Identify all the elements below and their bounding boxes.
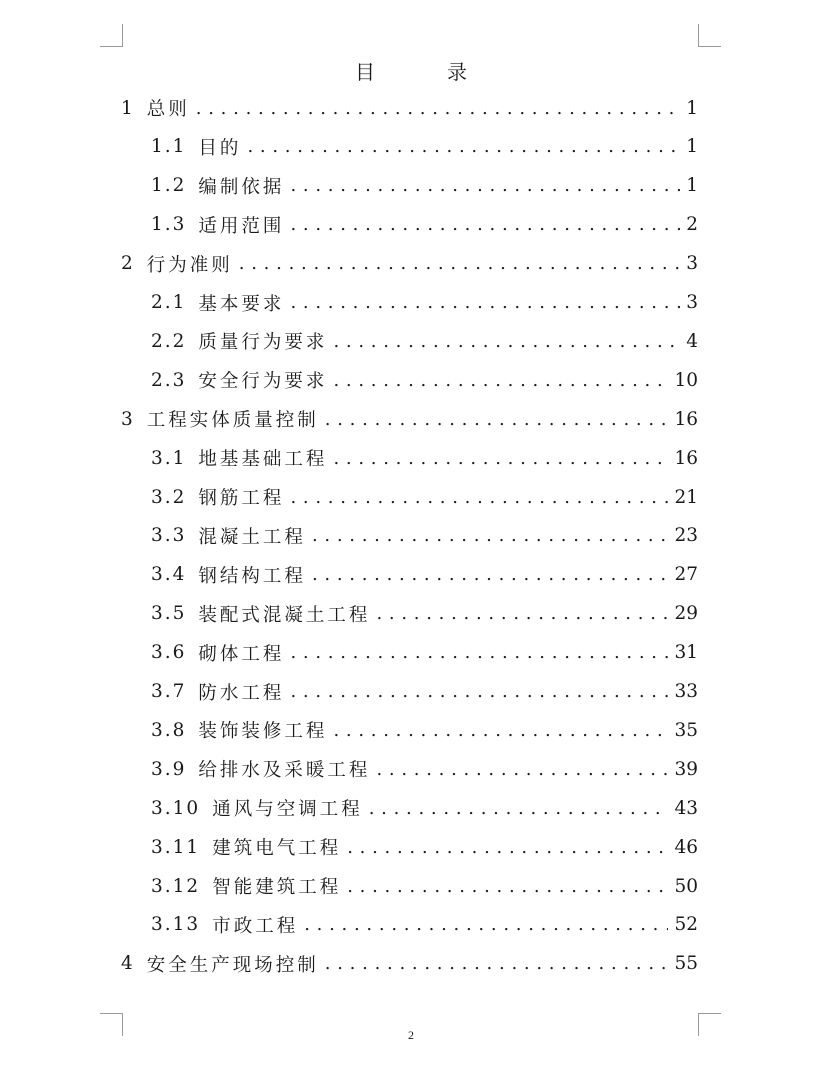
toc-entry-number: 1.3 <box>151 214 187 236</box>
toc-entry-page: 16 <box>674 408 698 430</box>
toc-entry[interactable] <box>151 673 698 711</box>
toc-entry[interactable] <box>151 711 698 749</box>
toc-entry[interactable] <box>151 556 698 594</box>
toc-entry-page: 10 <box>674 369 698 391</box>
toc-entry[interactable] <box>121 945 698 983</box>
toc-entry-page: 50 <box>674 875 698 897</box>
toc-entry-number: 3.6 <box>151 642 187 664</box>
toc-entry-title: 建筑电气工程 <box>212 838 342 860</box>
toc-entry-number: 3.4 <box>151 564 187 586</box>
toc-entry[interactable] <box>121 400 698 438</box>
toc-entry-page: 31 <box>674 642 698 664</box>
toc-entry-title: 安全生产现场控制 <box>146 954 319 976</box>
toc-entry-number: 3.7 <box>151 681 187 702</box>
toc-entry-title: 总则 <box>146 99 190 120</box>
crop-mark-top-right <box>698 24 721 47</box>
page-number: 2 <box>408 1028 414 1042</box>
toc-entry-number: 3.9 <box>151 758 187 780</box>
dot-leader <box>290 681 668 702</box>
toc-entry-title: 基本要求 <box>198 293 285 315</box>
toc-entry-page: 27 <box>674 564 698 586</box>
toc-entry-number: 1 <box>121 97 135 119</box>
toc-entry-page: 43 <box>674 797 698 819</box>
toc-entry[interactable] <box>151 828 698 866</box>
toc-entry-number: 2.3 <box>151 369 187 391</box>
toc-title: 目 录 <box>355 60 493 84</box>
dot-leader <box>325 409 669 430</box>
toc-entry-number: 3.1 <box>151 447 187 469</box>
toc-entry-page: 1 <box>686 136 698 158</box>
toc-entry-page: 55 <box>674 953 698 975</box>
toc-entry-page: 35 <box>674 719 698 741</box>
toc-entry[interactable] <box>151 284 698 322</box>
dot-leader <box>290 292 680 313</box>
toc-entry-page: 23 <box>674 525 698 547</box>
toc-entry-number: 1.1 <box>151 136 187 158</box>
toc-entry-page: 2 <box>686 214 698 236</box>
toc-entry-title: 给排水及采暖工程 <box>198 760 371 782</box>
toc-entry-title: 钢筋工程 <box>198 488 285 509</box>
toc-entry[interactable] <box>151 750 698 788</box>
toc-entry-page: 3 <box>686 253 698 275</box>
toc-entry-number: 3.12 <box>151 875 201 897</box>
toc-entry-title: 工程实体质量控制 <box>146 410 319 432</box>
toc-entry-title: 安全行为要求 <box>198 371 328 393</box>
toc-entry[interactable] <box>151 206 698 244</box>
toc-entry-page: 21 <box>674 486 698 508</box>
toc-entry-page: 29 <box>674 603 698 625</box>
dot-leader <box>333 448 668 469</box>
crop-mark-top-left <box>100 24 123 47</box>
toc-entry[interactable] <box>151 867 698 905</box>
toc-entry[interactable] <box>151 789 698 827</box>
toc-entry-number: 4 <box>121 953 135 975</box>
toc-entry-title: 行为准则 <box>146 254 233 276</box>
toc-entry-page: 3 <box>686 292 698 313</box>
toc-entry[interactable] <box>151 322 698 360</box>
toc-entry-page: 1 <box>686 175 698 197</box>
toc-entry[interactable] <box>151 128 698 166</box>
dot-leader <box>325 953 669 974</box>
toc-entry-number: 3.10 <box>151 797 201 819</box>
toc-entry-title: 编制依据 <box>198 176 285 198</box>
toc-entry-title: 适用范围 <box>198 215 285 237</box>
dot-leader <box>376 759 668 780</box>
dot-leader <box>333 331 680 352</box>
toc-entry-title: 混凝土工程 <box>198 526 306 548</box>
toc-entry[interactable] <box>151 595 698 633</box>
toc-entry-number: 3.5 <box>151 603 187 625</box>
toc-entry-title: 地基基础工程 <box>198 449 328 471</box>
dot-leader <box>290 214 680 235</box>
toc-entry-number: 2.1 <box>151 292 187 313</box>
toc-entry-page: 1 <box>686 97 698 119</box>
toc-entry-page: 16 <box>674 447 698 469</box>
toc-entry-page: 33 <box>674 681 698 702</box>
dot-leader <box>196 98 680 119</box>
dot-leader <box>290 642 668 663</box>
toc-entry-title: 钢结构工程 <box>198 565 306 587</box>
toc-entry-title: 市政工程 <box>212 915 299 937</box>
toc-entry-page: 46 <box>674 836 698 858</box>
toc-entry[interactable] <box>151 361 698 399</box>
toc-entry-title: 质量行为要求 <box>198 332 328 354</box>
dot-leader <box>347 837 668 858</box>
toc-entry-title: 防水工程 <box>198 682 285 704</box>
toc-entry[interactable] <box>151 439 698 477</box>
dot-leader <box>312 525 669 546</box>
toc-entry-number: 3.11 <box>151 836 201 858</box>
dot-leader <box>290 487 668 508</box>
toc-entry-page: 39 <box>674 758 698 780</box>
toc-entry-number: 3.3 <box>151 525 187 547</box>
toc-entry-title: 砌体工程 <box>198 643 285 665</box>
toc-entry-title: 装饰装修工程 <box>198 721 328 743</box>
toc-entry-number: 2.2 <box>151 330 187 352</box>
toc-entry[interactable] <box>121 89 698 127</box>
toc-entry[interactable] <box>151 478 698 516</box>
dot-leader <box>333 370 668 391</box>
toc-entry[interactable] <box>151 906 698 944</box>
toc-entry[interactable] <box>121 245 698 283</box>
toc-entry[interactable] <box>151 517 698 555</box>
dot-leader <box>290 175 680 196</box>
dot-leader <box>312 564 669 585</box>
toc-entry-title: 智能建筑工程 <box>212 877 342 898</box>
toc-entry-title: 目的 <box>198 137 242 159</box>
toc-entry-page: 52 <box>674 914 698 936</box>
toc-entry-number: 3.8 <box>151 719 187 741</box>
dot-leader <box>376 603 668 624</box>
dot-leader <box>304 914 668 935</box>
dot-leader <box>369 798 669 819</box>
toc-entry-number: 3.2 <box>151 486 187 508</box>
toc-entry[interactable] <box>151 634 698 672</box>
toc-entry-number: 3 <box>121 408 135 430</box>
dot-leader <box>247 136 680 157</box>
dot-leader <box>333 720 668 741</box>
toc-entry-number: 2 <box>121 253 135 275</box>
toc-entry-title: 装配式混凝土工程 <box>198 604 371 626</box>
toc-entry-number: 3.13 <box>151 914 201 936</box>
toc-entry-number: 1.2 <box>151 175 187 197</box>
dot-leader <box>239 253 680 274</box>
toc-entry[interactable] <box>151 167 698 205</box>
dot-leader <box>347 876 668 897</box>
toc-entry-title: 通风与空调工程 <box>212 799 363 821</box>
toc-entry-page: 4 <box>686 330 698 352</box>
